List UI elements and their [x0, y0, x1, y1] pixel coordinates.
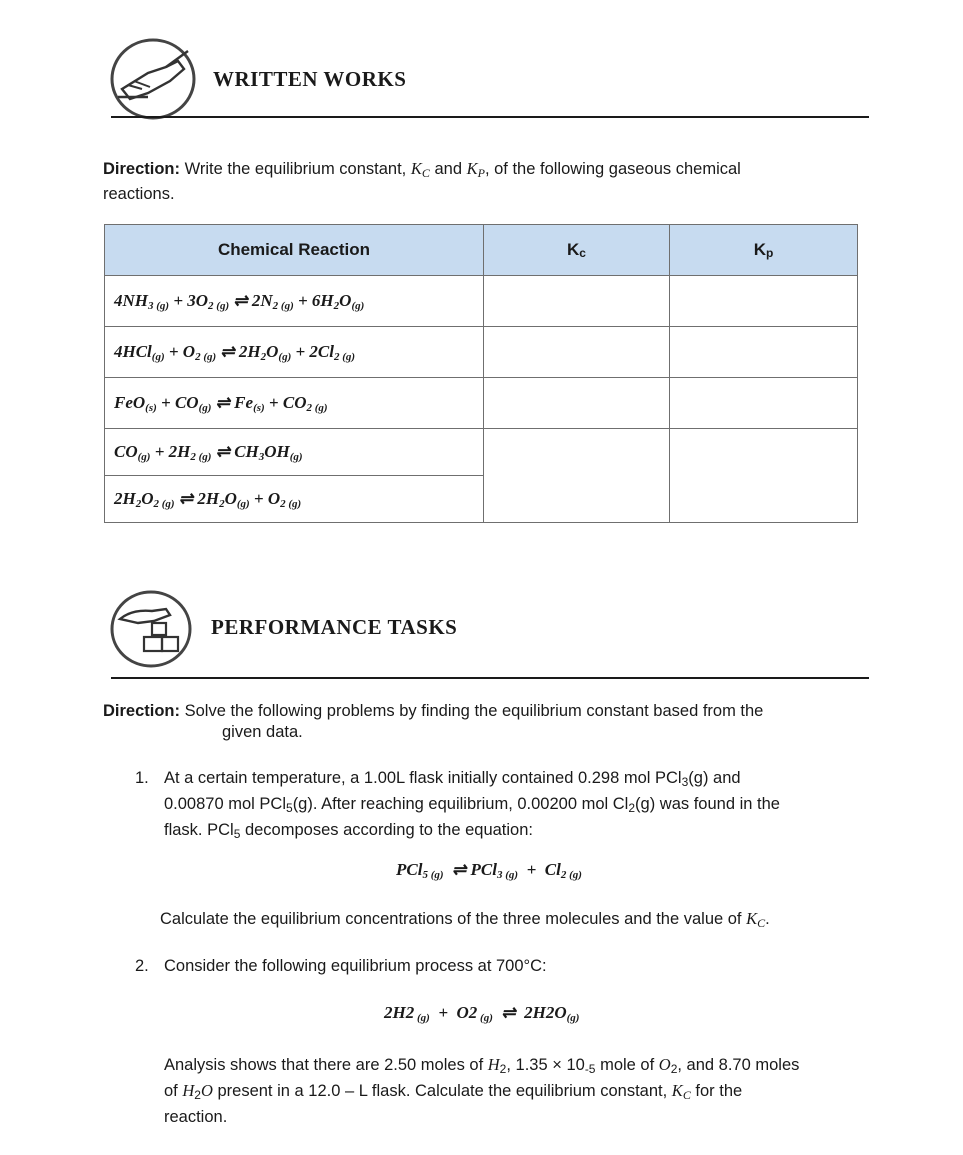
written-works-divider [111, 116, 869, 118]
kc-cell[interactable] [484, 276, 670, 327]
kp-cell[interactable] [670, 276, 858, 327]
kp-sub: P [477, 166, 485, 180]
direction-label: Direction: [103, 702, 181, 720]
problem-2-equation: 2H2 $_{(g)}$ + O2 $_{(g)}$ ⇌ $2H2O_{(g)}$ [384, 1003, 580, 1024]
kp-cell[interactable] [670, 327, 858, 378]
and-text: and [434, 160, 462, 178]
kp-symbol: K [466, 159, 478, 178]
reaction-table [104, 224, 858, 523]
header-kc: Kc [484, 225, 670, 276]
table-row [105, 327, 858, 378]
problem-2-number: 2. [135, 957, 149, 975]
reaction-cell: $FeO_{(s)} + CO_{(g)}$ ⇌ $Fe_{(s)} + CO_{2 (g)}$ [105, 378, 484, 429]
direction-text-1: Solve the following problems by finding the equilibrium constant based from the [184, 702, 764, 720]
header-chemical-reaction: Chemical Reaction [105, 225, 484, 276]
kp-cell[interactable] [670, 429, 858, 523]
problem-1-text: At a certain temperature, a 1.00L flask initially contained 0.298 mol PCl3(g) and 0.00870 mol PCl5(g). After reaching equilibrium, 0.00200 mol Cl2(g) was found in the flask. PCl5 decomposes according to the equation: [164, 769, 780, 841]
pen-hand-icon [108, 37, 198, 121]
reaction-cell: $4HCl_{(g)} + O_{2 (g)}$ ⇌ $2H_2O_{(g)} + 2Cl_{2 (g)}$ [105, 327, 484, 378]
reaction-cell: $4NH_{3 (g)} + 3O_{2 (g)}$ ⇌ $2N_{2 (g)} + 6H_2O_{(g)}$ [105, 276, 484, 327]
kp-cell[interactable] [670, 378, 858, 429]
direction-label: Direction: [103, 160, 181, 178]
kc-cell[interactable] [484, 378, 670, 429]
table-header-row [105, 225, 858, 276]
reaction-cell: $CO_{(g)} + 2H_{2 (g)}$ ⇌ $CH_3OH_{(g)}$ [105, 429, 484, 476]
table-row [105, 378, 858, 429]
problem-1-equation: PCl$_{5 (g)}$ ⇌ $PCl_{3 (g)} + Cl_{2 (g)}$ [396, 860, 582, 881]
header-kp: Kp [670, 225, 858, 276]
reaction-cell: $2H_2O_{2 (g)}$ ⇌ $2H_2O_{(g)} + O_{2 (g)}$ [105, 476, 484, 523]
problem-1-number: 1. [135, 769, 149, 787]
table-row [105, 276, 858, 327]
performance-tasks-divider [111, 677, 869, 679]
performance-direction [103, 701, 863, 743]
problem-2-text: Consider the following equilibrium process at 700°C: [164, 957, 547, 975]
question-text: Calculate the equilibrium concentrations of the three molecules and the value of [160, 910, 742, 928]
kc-sub: C [421, 166, 430, 180]
kc-cell[interactable] [484, 327, 670, 378]
performance-tasks-title: PERFORMANCE TASKS [211, 615, 458, 639]
kc-symbol: K [410, 159, 422, 178]
direction-text-2: , of the following gaseous chemical [484, 160, 741, 178]
direction-text-1: Write the equilibrium constant, [184, 160, 407, 178]
hand-blocks-icon [108, 589, 194, 669]
problem-2-analysis: Analysis shows that there are 2.50 moles of H2, 1.35 × 10-5 mole of O2, and 8.70 moles of H2O present in a 12.0 – L flask. Calculate the equilibrium constant, KC for the reaction. [164, 1055, 800, 1126]
written-works-direction [103, 158, 863, 205]
direction-text-3: reactions. [103, 185, 175, 203]
kc-cell[interactable] [484, 429, 670, 523]
problem-1-question: Calculate the equilibrium concentrations of the three molecules and the value of KC. [160, 909, 770, 930]
written-works-title: WRITTEN WORKS [213, 67, 407, 91]
table-row [105, 429, 858, 476]
direction-text-2: given data. [222, 723, 303, 741]
